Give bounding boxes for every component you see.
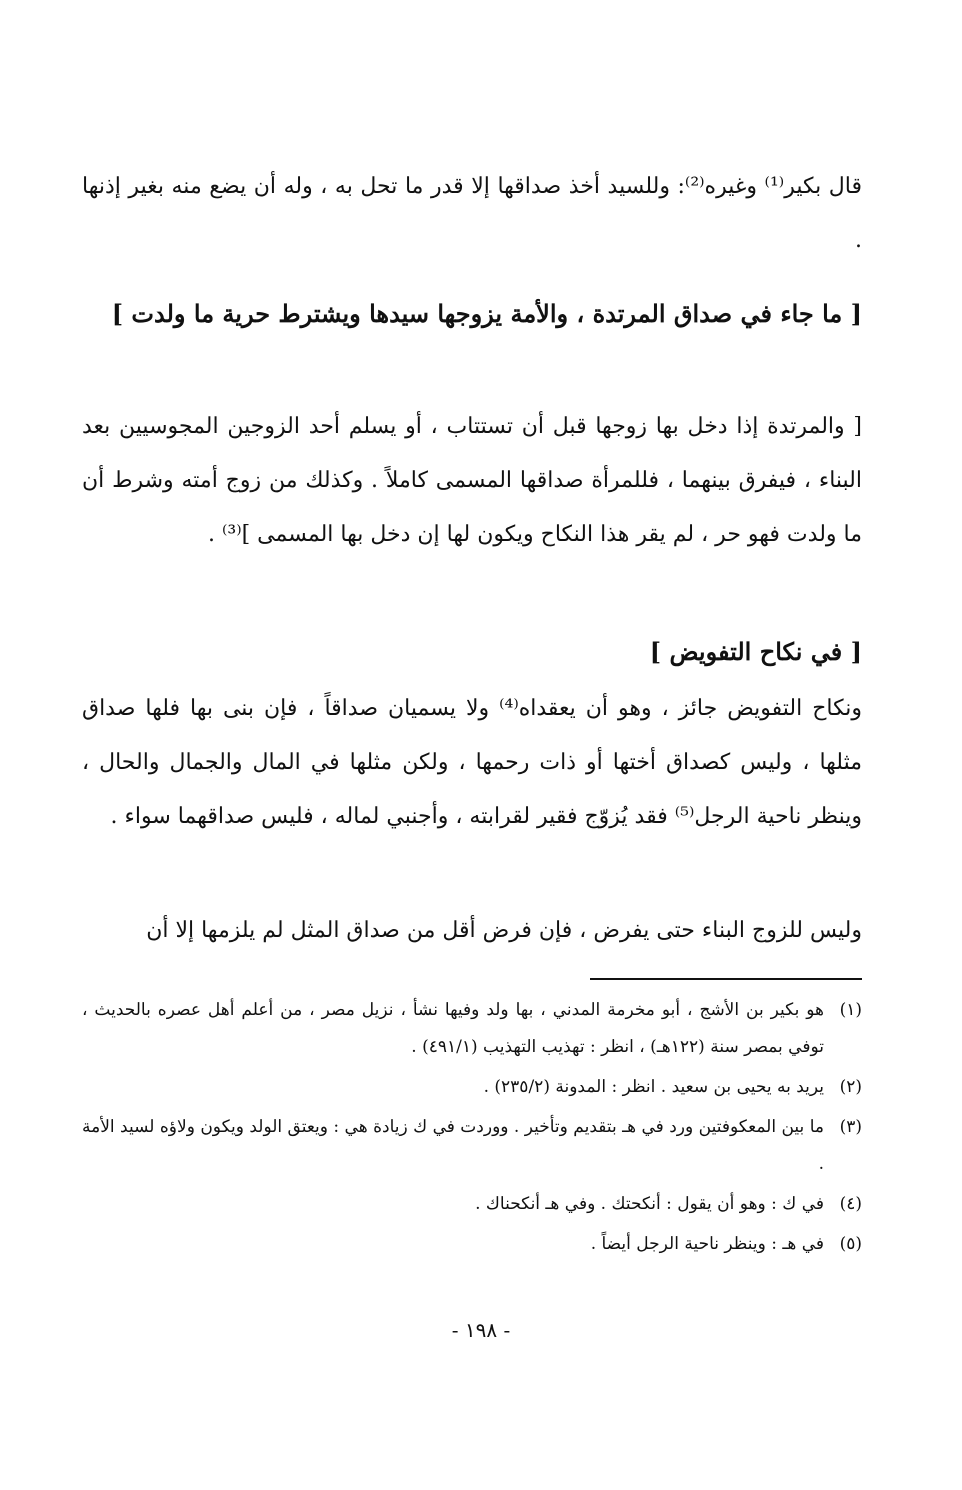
- footnote-separator: [590, 978, 862, 980]
- paragraph-bukayr-opinion: قال بكير⁽¹⁾ وغيره⁽²⁾: وللسيد أخذ صداقها إلا قدر ما تحل به ، وله أن يضع منه بغير إذنها .: [82, 174, 863, 253]
- footnote-number: (٢): [839, 1077, 862, 1097]
- paragraph-tafwid-marriage: ونكاح التفويض جائز ، وهو أن يعقداه⁽⁴⁾ ولا يسميان صداقاً ، فإن بنى بها فلها صداق مثلها ، وليس كصداق أختها أو ذات رحمها ، ولكن مثلها في المال والجمال والحال ، وينظر ناحية الرجل⁽⁵⁾ فقد يُزوّج فقير لقرابته ، وأجنبي لماله ، فليس صداقهما سواء .: [82, 696, 862, 829]
- footnote-5: [82, 1226, 862, 1263]
- paragraph-consummation-condition: وليس للزوج البناء حتى يفرض ، فإن فرض أقل من صداق المثل لم يلزمها إلا أن: [146, 918, 862, 943]
- footnote-text: ما بين المعكوفتين ورد في هـ بتقديم وتأخير . ووردت في ك زيادة هي : ويعتق الولد ويكون ولاؤه لسيد الأمة .: [82, 1117, 824, 1174]
- footnote-text: في هـ : وينظر ناحية الرجل أيضاً .: [590, 1234, 824, 1254]
- footnotes-list: [82, 992, 862, 1266]
- footnote-number: (٤): [839, 1194, 862, 1214]
- footnote-2: [82, 1069, 862, 1106]
- footnote-number: (٥): [839, 1234, 862, 1254]
- footnote-number: (١): [839, 1000, 862, 1020]
- footnote-4: [82, 1186, 862, 1223]
- section-heading-apostate-dowry: [ ما جاء في صداق المرتدة ، والأمة يزوجها سيدها ويشترط حرية ما ولدت ]: [111, 299, 862, 328]
- footnote-3: [82, 1109, 862, 1183]
- footnote-text: يريد به يحيى بن سعيد . انظر : المدونة (٢٣٥/٢) .: [483, 1077, 824, 1097]
- footnote-text: في ك : وهو أن يقول : أنكحتك . وفي هـ أنكحناك .: [475, 1194, 824, 1214]
- footnote-1: [82, 992, 862, 1066]
- page-number: - ١٩٨ -: [451, 1318, 511, 1342]
- paragraph-apostate-dowry: [ والمرتدة إذا دخل بها زوجها قبل أن تستتاب ، أو يسلم أحد الزوجين المجوسيين بعد البناء ، فيفرق بينهما ، فللمرأة صداقها المسمى كاملاً . وكذلك من زوج أمته وشرط أن ما ولدت فهو حر ، لم يقر هذا النكاح ويكون لها إن دخل بها المسمى ]⁽³⁾ .: [82, 414, 862, 547]
- footnote-text: هو بكير بن الأشج ، أبو مخرمة المدني ، بها ولد وفيها نشأ ، نزيل مصر ، من أعلم أهل عصره بالحديث ، توفي بمصر سنة (١٢٢هـ) ، انظر : تهذيب التهذيب (٤٩١/١) .: [82, 1000, 824, 1057]
- section-heading-tafwid-marriage: [ في نكاح التفويض ]: [649, 637, 862, 666]
- footnote-number: (٣): [839, 1117, 862, 1137]
